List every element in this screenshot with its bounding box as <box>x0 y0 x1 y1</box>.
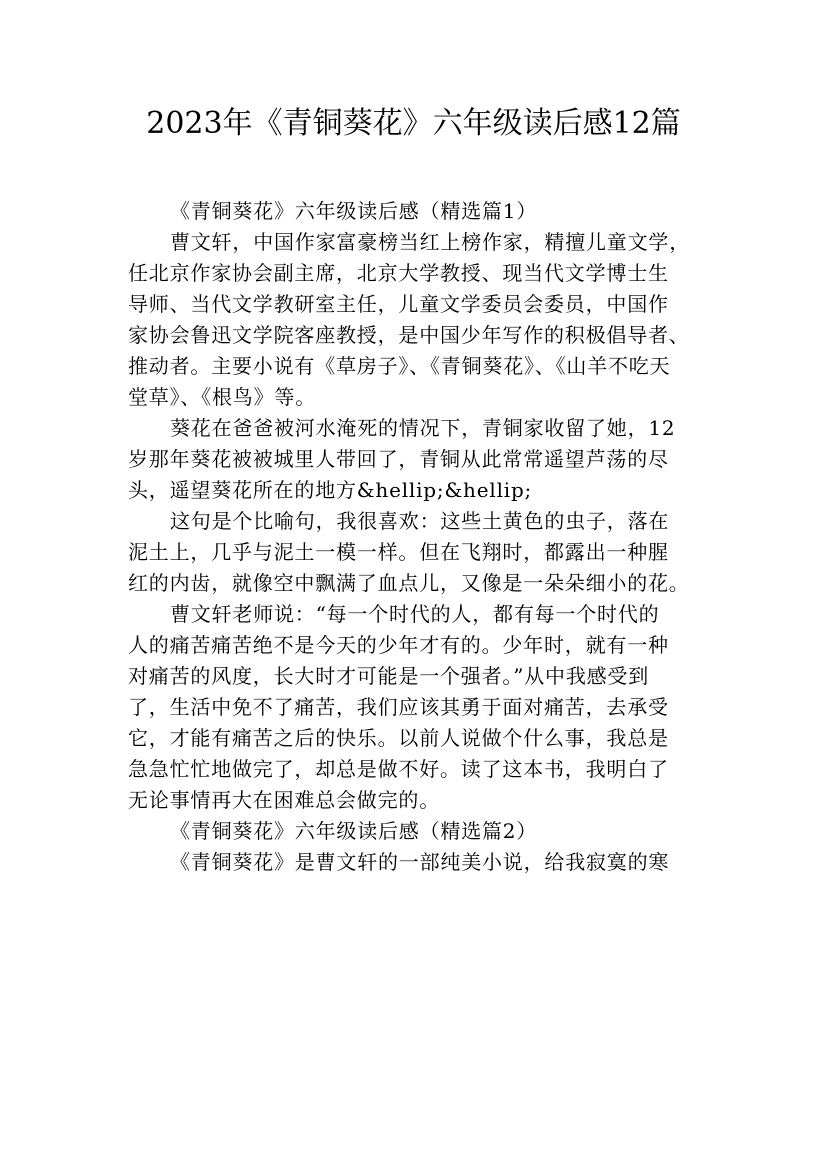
section-heading-2: 《青铜葵花》六年级读后感（精选篇2） <box>170 819 538 843</box>
paragraph-line: 泥土上，几乎与泥土一模一样。但在飞翔时，都露出一种腥 <box>128 540 669 564</box>
paragraph-line: 导师、当代文学教研室主任，儿童文学委员会委员，中国作 <box>128 292 669 316</box>
paragraph-line: 曹文轩，中国作家富豪榜当红上榜作家，精擅儿童文学， <box>170 230 690 254</box>
paragraph-line: 葵花在爸爸被河水淹死的情况下，青铜家收留了她，12 <box>170 416 676 440</box>
paragraph-line: 推动者。主要小说有《草房子》、《青铜葵花》、《山羊不吃天 <box>128 354 671 378</box>
paragraph-line: 它，才能有痛苦之后的快乐。以前人说做个什么事，我总是 <box>128 726 669 750</box>
paragraph-line: 无论事情再大在困难总会做完的。 <box>128 788 440 812</box>
paragraph-line: 曹文轩老师说：“每一个时代的人，都有每一个时代的 <box>170 602 660 626</box>
paragraph-line: 堂草》、《根鸟》等。 <box>128 385 316 409</box>
paragraph-line: 红的内齿，就像空中飘满了血点儿，又像是一朵朵细小的花。 <box>128 571 690 595</box>
paragraph-line: 家协会鲁迅文学院客座教授，是中国少年写作的积极倡导者、 <box>128 323 690 347</box>
paragraph-line: 急急忙忙地做完了，却总是做不好。读了这本书，我明白了 <box>128 757 669 781</box>
paragraph-line: 这句是个比喻句，我很喜欢：这些土黄色的虫子，落在 <box>170 509 670 533</box>
document-body <box>128 196 706 878</box>
paragraph-line: 岁那年葵花被被城里人带回了，青铜从此常常遥望芦荡的尽 <box>128 447 669 471</box>
paragraph-line: 头，遥望葵花所在的地方&hellip;&hellip; <box>128 478 533 502</box>
section-heading-1: 《青铜葵花》六年级读后感（精选篇1） <box>170 199 538 223</box>
paragraph-line: 人的痛苦痛苦绝不是今天的少年才有的。少年时，就有一种 <box>128 633 669 657</box>
document-title: 2023年《青铜葵花》六年级读后感12篇 <box>146 106 681 141</box>
paragraph-line: 《青铜葵花》是曹文轩的一部纯美小说，给我寂寞的寒 <box>170 850 670 874</box>
paragraph-line: 了，生活中免不了痛苦，我们应该其勇于面对痛苦，去承受 <box>128 695 669 719</box>
paragraph-line: 对痛苦的风度，长大时才可能是一个强者。”从中我感受到 <box>128 664 650 688</box>
paragraph-line: 任北京作家协会副主席，北京大学教授、现当代文学博士生 <box>128 261 669 285</box>
